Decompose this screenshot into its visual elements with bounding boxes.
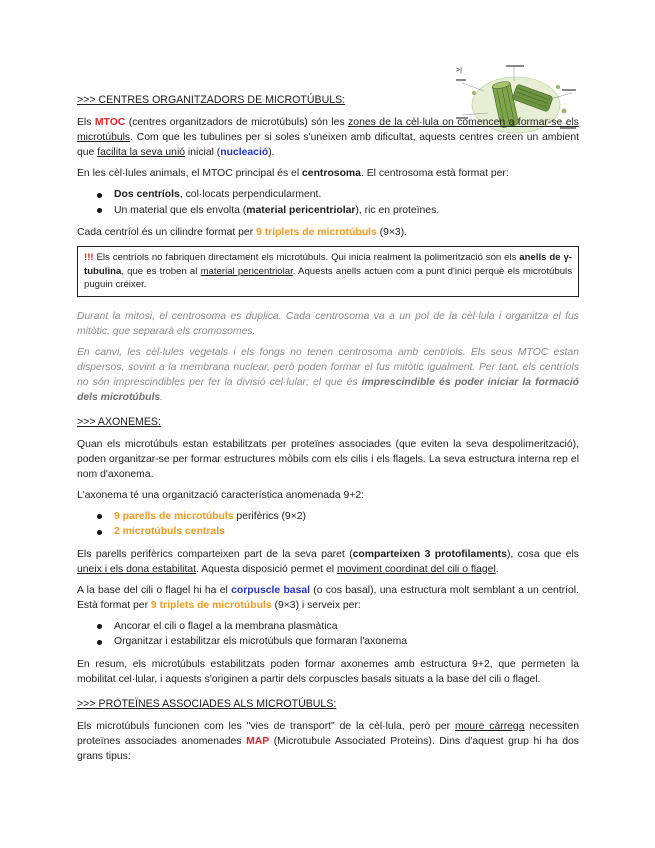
list-item: Un material que els envolta (material pericentriolar), ric en proteïnes. (97, 203, 579, 219)
note-box-gamma-tubulin: !!! Els centríols no fabriquen directament els microtúbuls. Qui inicia realment la polimerització són els anells de γ-tubulina, que es troben al material pericentriolar. Aquests anells actuen com a punt d'inici perquè els microtúbuls puguin créixer. (77, 246, 579, 297)
paragraph-corpuscle-basal: A la base del cili o flagel hi ha el corpuscle basal (o cos basal), una estructura molt semblant a un centríol. Està format per 9 triplets de microtúbuls (9×3) i serveix per: (77, 584, 579, 611)
warning-mark: !!! (84, 252, 94, 263)
list-axonema-structure (77, 509, 579, 540)
term-map: MAP (246, 735, 270, 747)
paragraph-parells-periferics: Els parells perifèrics comparteixen part de la seva paret (comparteixen 3 protofilaments), cosa que els uneix i els dona estabilitat. Aquesta disposició permet el moviment coordinat del cili o flagel. (77, 548, 579, 575)
list-item: 9 parells de microtúbuls perifèrics (9×2) (97, 509, 579, 525)
paragraph-mitosi: Durant la mitosi, el centrosoma es duplica. Cada centrosoma va a un pol de la cèl·lula i organitza el fus mitòtic, que separarà els cromosomes. (77, 310, 579, 337)
section-title-proteines: >>> PROTEÏNES ASSOCIADES ALS MICROTÚBULS: (77, 697, 337, 710)
paragraph-vegetals: En canvi, les cèl·lules vegetals i els fongs no tenen centrosoma amb centríols. Els seus MTOC estan dispersos, sovint a la membrana nuclear, però poden formar el fus mitòtic igualment. Per tant, els centríols no són imprescindibles per fer la divisió cel·lular; el que és imprescindible és poder iniciar la formació dels microtúbuls. (77, 346, 579, 403)
section-title-mtoc: >>> CENTRES ORGANITZADORS DE MICROTÚBULS: (77, 94, 346, 106)
list-item: Ancorar el cili o flagel a la membrana plasmàtica (97, 619, 579, 635)
list-item: Dos centríols, col·locats perpendicularment. (97, 187, 579, 203)
term-nucleacio: nucleació (220, 147, 269, 158)
list-item: Organitzar i estabilitzar els microtúbuls que formaran l'axonema (97, 634, 579, 650)
document-body (77, 93, 579, 770)
paragraph-centriol: Cada centríol és un cilindre format per 9 triplets de microtúbuls (9×3). (77, 227, 408, 238)
section-title-axonemes: >>> AXONEMES: (77, 415, 161, 428)
paragraph-mtoc-intro: Els MTOC (centres organitzadors de microtúbuls) són les zones de la cèl·lula on comencen a formar-se els microtúbuls. Com que les tubulines per si soles s'uneixen amb dificultat, aquests centres creen un ambient que facilita la seva unió inicial (nucleació). (77, 117, 579, 158)
paragraph-axonema-92: L'axonema té una organització característica anomenada 9+2: (77, 489, 365, 501)
paragraph-map: Els microtúbuls funcionen com les "vies de transport" de la cèl·lula, però per moure càrrega necessiten proteïnes associades anomenades MAP (Microtubule Associated Proteins). Dins d'aquest grup hi ha dos grans tipus: (77, 720, 580, 762)
paragraph-centrosoma: En les cèl·lules animals, el MTOC principal és el centrosoma. El centrosoma està format per: (77, 168, 509, 179)
list-item: 2 microtúbuls centrals (97, 524, 579, 540)
svg-text:>|: >| (456, 67, 462, 74)
paragraph-resum: En resum, els microtúbuls estabilitzats poden formar axonemes amb estructura 9+2, que permeten la mobilitat cel·lular, i aquests s'originen a partir dels corpuscles basals situats a la base del cili o flagel. (77, 658, 579, 685)
term-mtoc: MTOC (94, 117, 126, 128)
paragraph-axonemes-intro: Quan els microtúbuls estan estabilitzats per proteïnes associades (que eviten la seva despolimerització), poden organitzar-se per formar estructures mòbils com els cilis i els flagels. La seva estructura interna rep el nom d'axonema. (77, 438, 579, 480)
list-centrosoma-parts (77, 187, 579, 218)
list-corpuscle-functions (77, 619, 579, 650)
